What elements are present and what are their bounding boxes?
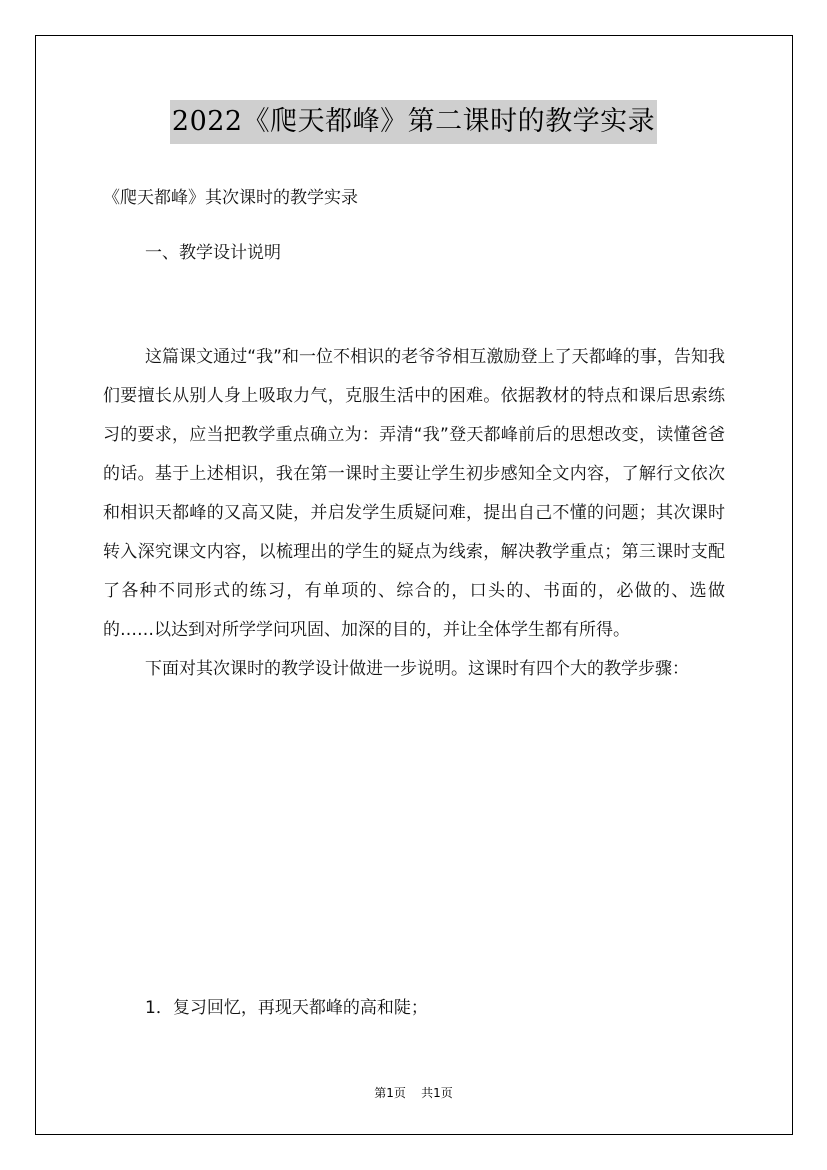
page-footer xyxy=(0,1084,827,1101)
page-total: 共1页 xyxy=(421,1086,453,1100)
title-container xyxy=(0,100,827,144)
paragraph: 这篇课文通过“我”和一位不相识的老爷爷相互激励登上了天都峰的事，告知我们要擅长从别人身上吸取力气，克服生活中的困难。依据教材的特点和课后思索练习的要求，应当把教学重点确立为：弄清“我”登天都峰前后的思想改变，读懂爸爸的话。基于上述相识，我在第一课时主要让学生初步感知全文内容，了解行文依次和相识天都峰的又高又陡，并启发学生质疑问难，提出自己不懂的问题；其次课时转入深究课文内容，以梳理出的学生的疑点为线索，解决教学重点；第三课时支配了各种不同形式的练习，有单项的、综合的，口头的、书面的，必做的、选做的……以达到对所学学问巩固、加深的目的，并让全体学生都有所得。 xyxy=(103,347,725,640)
paragraph: 下面对其次课时的教学设计做进一步说明。这课时有四个大的教学步骤： xyxy=(145,659,689,679)
document-title: 2022《爬天都峰》第二课时的教学实录 xyxy=(170,100,657,144)
body-text xyxy=(103,338,725,689)
section-heading: 一、教学设计说明 xyxy=(145,243,281,263)
page-number: 第1页 xyxy=(374,1086,406,1100)
document-subtitle: 《爬天都峰》其次课时的教学实录 xyxy=(103,188,358,208)
step-item: 1．复习回忆，再现天都峰的高和陡； xyxy=(145,998,428,1018)
